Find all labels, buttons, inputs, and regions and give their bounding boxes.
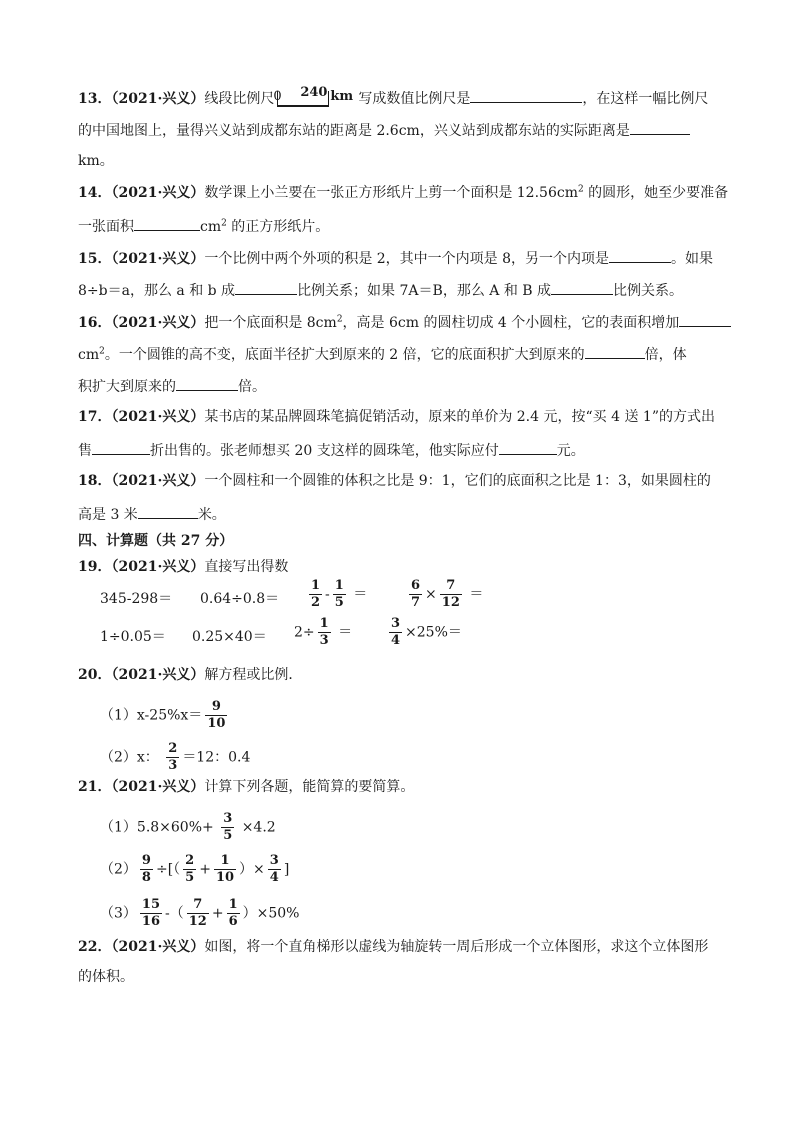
question-source-tag: （2021·兴义） [111, 185, 205, 201]
question-text: 直接写出得数 [204, 559, 289, 575]
question-source-tag: （2021·兴义） [111, 315, 205, 331]
question-text: 售 [78, 443, 92, 459]
fraction: $\frac{3}{4}$ [269, 853, 279, 885]
question-22-line-2 [78, 966, 134, 988]
question-number: 21． [78, 779, 112, 795]
q21-part-2: （2） $\frac{9}{8}$ ÷[（ $\frac{2}{5}$ + $\frac{1}{10}$ ）× $\frac{3}{4}$ ] [100, 853, 290, 885]
answer-blank [630, 118, 690, 135]
question-text: 倍。 [238, 379, 266, 395]
question-text: cm [78, 347, 100, 363]
answer-blank [609, 246, 671, 263]
question-14-line-1 [78, 182, 728, 204]
fraction: $\frac{1}{3}$ [319, 616, 329, 648]
fraction: $\frac{7}{12}$ [441, 578, 460, 610]
question-20-line-1 [78, 664, 302, 686]
answer-blank [499, 438, 557, 455]
question-source-tag: （2021·兴义） [111, 409, 205, 425]
question-text: 倍，体 [644, 347, 687, 363]
answer-blank [679, 310, 731, 327]
question-number: 13． [78, 91, 112, 107]
answer-blank [138, 502, 198, 519]
fraction: $\frac{2}{3}$ [168, 741, 178, 773]
q20-part-1: （1）x-25%x＝ $\frac{9}{10}$ [100, 699, 226, 731]
fraction: $\frac{15}{16}$ [141, 897, 161, 929]
question-number: 19． [78, 559, 112, 575]
fraction: $\frac{3}{5}$ [223, 811, 233, 843]
scale-distance-label: 240 [300, 85, 328, 100]
q20-part-2: （2）x： $\frac{2}{3}$ ＝12：0.4 [100, 741, 251, 773]
superscript: 2 [336, 314, 343, 325]
question-source-tag: （2021·兴义） [111, 667, 205, 683]
question-text: 计算下列各题，能简算的要简算。 [204, 779, 415, 795]
q19-item-6: 0.25×40＝ [192, 629, 267, 645]
question-16-line-2 [78, 342, 687, 366]
answer-blank [585, 342, 645, 359]
fraction: $\frac{6}{7}$ [411, 578, 421, 610]
question-14-line-2 [78, 214, 329, 238]
question-text: km。 [78, 153, 114, 169]
question-15-line-2 [78, 278, 683, 302]
question-number: 17． [78, 409, 112, 425]
question-text: 一张面积 [78, 219, 134, 235]
question-18-line-1 [78, 470, 711, 492]
q19-item-7: 2÷ $\frac{1}{3}$ ＝ [294, 616, 353, 648]
question-text: 。一个圆锥的高不变，底面半径扩大到原来的 2 倍，它的底面积扩大到原来的 [104, 347, 585, 363]
question-16-line-3 [78, 374, 266, 398]
question-number: 18． [78, 473, 112, 489]
question-text: 8÷b＝a，那么 a 和 b 成 [78, 283, 236, 299]
fraction: $\frac{9}{8}$ [141, 853, 151, 885]
question-text: ，在这样一幅比例尺 [582, 91, 709, 107]
question-source-tag: （2021·兴义） [111, 559, 205, 575]
answer-blank [134, 214, 200, 231]
q19-item-8: $\frac{3}{4}$ ×25%＝ [391, 616, 462, 648]
question-text: 米。 [197, 507, 226, 523]
question-text: 高是 3 米 [78, 507, 138, 523]
answer-blank [92, 438, 150, 455]
question-18-line-2 [78, 502, 226, 526]
question-19-line-1 [78, 556, 288, 578]
answer-blank [551, 278, 613, 295]
question-number: 14． [78, 185, 112, 201]
question-13-line-3 [78, 150, 114, 172]
question-13-line-2 [78, 118, 690, 142]
question-number: 20． [78, 667, 112, 683]
superscript: 2 [577, 184, 584, 195]
question-text: 的正方形纸片。 [226, 219, 330, 235]
question-text: 比例关系；如果 7A＝B，那么 A 和 B 成 [297, 283, 552, 299]
q21-part-3: （3） $\frac{15}{16}$ -（ $\frac{7}{12}$ + $\frac{1}{6}$ ）×50% [100, 897, 300, 929]
question-text: 写成数值比例尺是 [358, 91, 471, 107]
fraction: $\frac{3}{4}$ [391, 616, 401, 648]
question-text: ，高是 6cm 的圆柱切成 4 个小圆柱，它的表面积增加 [342, 315, 680, 331]
question-text: cm [200, 219, 222, 235]
fraction: $\frac{1}{6}$ [228, 897, 238, 929]
fraction: $\frac{1}{5}$ [334, 578, 344, 610]
question-text: 把一个底面积是 8cm [204, 315, 337, 331]
question-22-line-1 [78, 936, 708, 958]
superscript: 2 [221, 218, 227, 229]
question-source-tag: （2021·兴义） [111, 779, 205, 795]
question-number: 22． [78, 939, 112, 955]
fraction: $\frac{9}{10}$ [207, 699, 226, 731]
question-15-line-1 [78, 246, 713, 270]
question-text: 的圆形，她至少要准备 [583, 185, 729, 201]
question-text: 元。 [556, 443, 585, 459]
section-heading: 四、计算题（共 27 分） [78, 533, 234, 549]
fraction: $\frac{1}{10}$ [215, 853, 235, 885]
q19-item-4: $\frac{6}{7}$ × $\frac{7}{12}$ ＝ [411, 578, 484, 610]
superscript: 2 [99, 346, 105, 357]
question-text: 的体积。 [78, 969, 134, 985]
answer-blank [470, 86, 582, 103]
fraction: $\frac{7}{12}$ [188, 897, 207, 929]
question-text: 积扩大到原来的 [78, 379, 176, 395]
question-17-line-2 [78, 438, 585, 462]
question-16-line-1 [78, 310, 731, 334]
q21-part-1: （1）5.8×60%+ $\frac{3}{5}$ ×4.2 [100, 811, 276, 843]
question-number: 15． [78, 251, 112, 267]
question-text: 如图，将一个直角梯形以虚线为轴旋转一周后形成一个立体图形，求这个立体图形 [204, 939, 709, 955]
q19-item-1: 345-298＝ [100, 591, 173, 607]
answer-blank [176, 374, 238, 391]
fraction: $\frac{1}{2}$ [311, 578, 321, 610]
answer-blank [235, 278, 297, 295]
q19-item-5: 1÷0.05＝ [100, 629, 166, 645]
question-text: 比例关系。 [613, 283, 684, 299]
question-text: 。如果 [671, 251, 714, 267]
question-number: 16． [78, 315, 112, 331]
question-source-tag: （2021·兴义） [111, 473, 205, 489]
question-13-line-1 [78, 86, 708, 110]
question-21-line-1 [78, 776, 414, 798]
question-text: 的中国地图上，量得兴义站到成都东站的距离是 2.6cm，兴义站到成都东站的实际距离是 [78, 123, 630, 139]
question-text: 一个比例中两个外项的积是 2，其中一个内项是 8，另一个内项是 [204, 251, 610, 267]
question-text: 折出售的。张老师想买 20 支这样的圆珠笔，他实际应付 [150, 443, 499, 459]
question-text: 一个圆柱和一个圆锥的体积之比是 9：1，它们的底面积之比是 1：3，如果圆柱的 [204, 473, 711, 489]
question-source-tag: （2021·兴义） [111, 251, 205, 267]
question-text: 解方程或比例． [204, 667, 303, 683]
question-17-line-1 [78, 406, 715, 428]
scale-unit-label: km [330, 89, 354, 104]
q19-item-3: $\frac{1}{2}$ - $\frac{1}{5}$ ＝ [311, 578, 368, 610]
question-text: 某书店的某品牌圆珠笔搞促销活动，原来的单价为 2.4 元，按“买 4 送 1”的方式出 [204, 409, 715, 425]
q19-item-2: 0.64÷0.8＝ [200, 591, 280, 607]
question-source-tag: （2021·兴义） [111, 91, 205, 107]
question-source-tag: （2021·兴义） [111, 939, 205, 955]
line-scale-figure [273, 85, 358, 110]
fraction: $\frac{2}{5}$ [185, 853, 195, 885]
scale-zero-label: 0 [273, 89, 282, 104]
question-text: 数学课上小兰要在一张正方形纸片上剪一个面积是 12.56cm [204, 185, 578, 201]
question-text: 线段比例尺 [204, 91, 275, 107]
